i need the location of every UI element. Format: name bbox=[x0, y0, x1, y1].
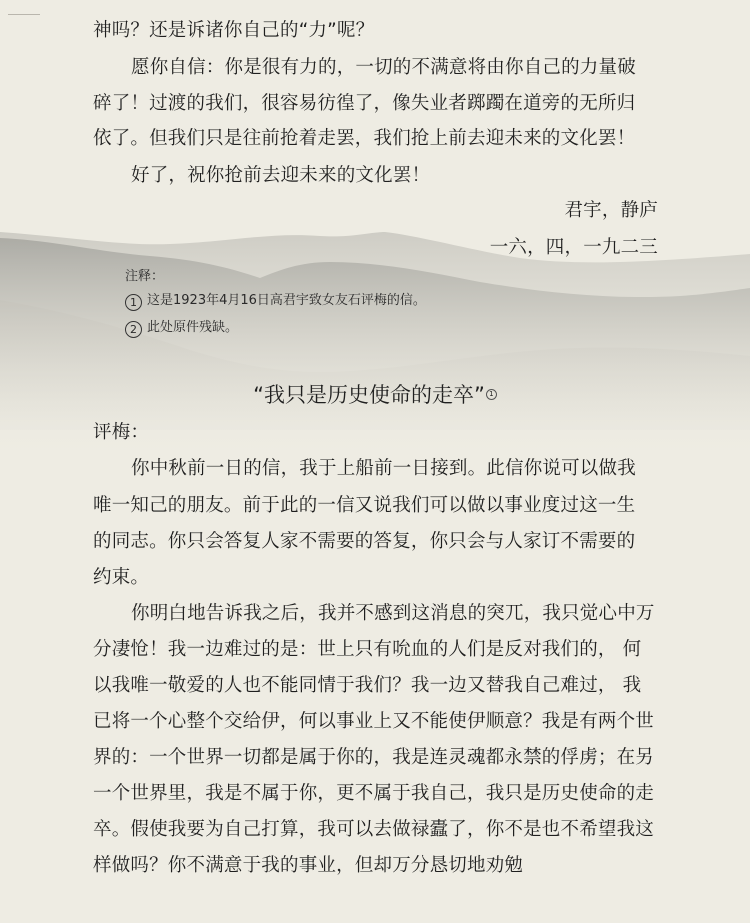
circled-number: 1 bbox=[125, 294, 142, 311]
paragraph-line: 神吗？还是诉诸你自己的“力”呢？ bbox=[93, 20, 375, 41]
paragraph-line: 你中秋前一日的信，我于上船前一日接到。此信你说可以做我 bbox=[131, 458, 636, 479]
paragraph-line: 碎了！过渡的我们，很容易彷徨了，像失业者踯躅在道旁的无所归 bbox=[93, 93, 636, 114]
signature: 君宇，静庐 bbox=[564, 200, 658, 221]
paragraph-line: 一个世界里，我是不属于你，更不属于我自己，我只是历史使命的走 bbox=[93, 783, 655, 804]
paragraph-line: 唯一知己的朋友。前于此的一信又说我们可以做以事业度过这一生 bbox=[93, 495, 636, 516]
paragraph-line: 卒。假使我要为自己打算，我可以去做禄蠹了，你不是也不希望我这 bbox=[93, 819, 655, 840]
paragraph-line: 愿你自信：你是很有力的，一切的不满意将由你自己的力量破 bbox=[131, 57, 636, 78]
note-item bbox=[125, 292, 426, 311]
paragraph-line: 约束。 bbox=[93, 567, 150, 588]
footnote-marker: 1 bbox=[486, 389, 497, 400]
note-text: 这是1923年4月16日高君宇致女友石评梅的信。 bbox=[147, 293, 426, 308]
notes-heading: 注释： bbox=[125, 269, 165, 284]
paragraph-line: 界的：一个世界一切都是属于你的，我是连灵魂都永禁的俘虏；在另 bbox=[93, 747, 655, 768]
paragraph-line: 分凄怆！我一边难过的是：世上只有吮血的人们是反对我们的， 何 bbox=[93, 639, 642, 660]
paragraph-line: 的同志。你只会答复人家不需要的答复，你只会与人家订不需要的 bbox=[93, 531, 636, 552]
paragraph-line: 好了，祝你抢前去迎未来的文化罢！ bbox=[131, 165, 431, 186]
note-text: 此处原件残缺。 bbox=[147, 320, 239, 335]
section-title-text: “我只是历史使命的走卒” bbox=[253, 383, 485, 407]
paragraph-line: 依了。但我们只是往前抢着走罢，我们抢上前去迎未来的文化罢！ bbox=[93, 128, 636, 149]
note-item bbox=[125, 319, 238, 338]
paragraph-line: 已将一个心整个交给伊，何以事业上又不能使伊顺意？我是有两个世 bbox=[93, 711, 655, 732]
circled-number: 2 bbox=[125, 321, 142, 338]
letter-date: 一六，四，一九二三 bbox=[489, 237, 658, 258]
section-title bbox=[0, 381, 750, 409]
paragraph-line: 样做吗？你不满意于我的事业，但却万分恳切地劝勉 bbox=[93, 855, 524, 876]
salutation: 评梅： bbox=[93, 422, 150, 443]
paragraph-line: 你明白地告诉我之后，我并不感到这消息的突兀，我只觉心中万 bbox=[131, 603, 655, 624]
paragraph-line: 以我唯一敬爱的人也不能同情于我们？我一边又替我自己难过， 我 bbox=[93, 675, 642, 696]
